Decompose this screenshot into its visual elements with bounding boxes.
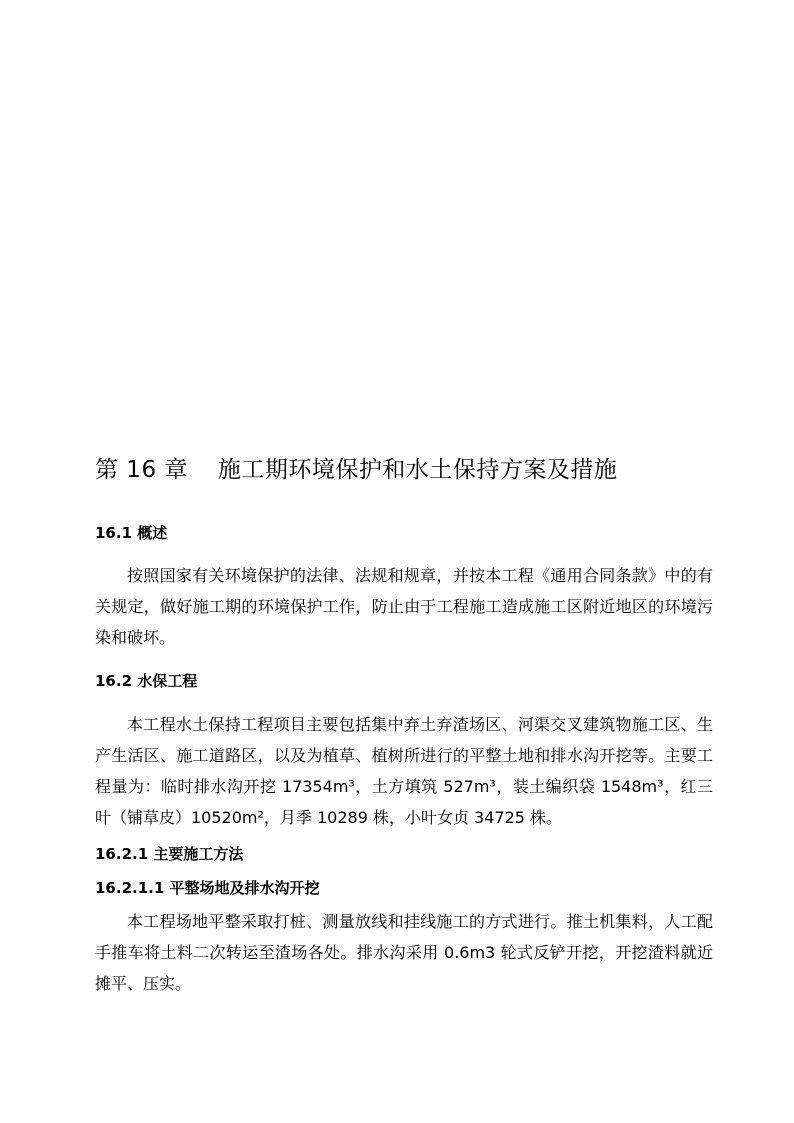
section-heading-16-2-1: 16.2.1 主要施工方法 (95, 845, 244, 863)
section-paragraph-16-2: 本工程水土保持工程项目主要包括集中弃土弃渣场区、河渠交叉建筑物施工区、生产生活区、施工道路区，以及为植草、植树所进行的平整土地和排水沟开挖等。主要工程量为：临时排水沟开挖 17354m³，土方填筑 527m³，装土编织袋 1548m³，红三叶（铺草皮）10520m²，月季 10289 株，小叶女贞 34725 株。 (95, 715, 713, 827)
section-heading-16-1: 16.1 概述 (95, 524, 168, 542)
chapter-title (95, 452, 617, 488)
section-paragraph-16-2-1-1: 本工程场地平整采取打桩、测量放线和挂线施工的方式进行。推土机集料，人工配手推车将土料二次转运至渣场各处。排水沟采用 0.6m3 轮式反铲开挖，开挖渣料就近摊平、压实。 (95, 912, 713, 993)
chapter-number: 第 16 章 (95, 457, 188, 483)
section-heading-16-2: 16.2 水保工程 (95, 672, 198, 690)
section-paragraph-16-1: 按照国家有关环境保护的法律、法规和规章，并按本工程《通用合同条款》中的有关规定，做好施工期的环境保护工作，防止由于工程施工造成施工区附近地区的环境污染和破坏。 (95, 566, 713, 647)
chapter-name: 施工期环境保护和水土保持方案及措施 (217, 457, 618, 483)
section-heading-16-2-1-1: 16.2.1.1 平整场地及排水沟开挖 (95, 879, 320, 897)
